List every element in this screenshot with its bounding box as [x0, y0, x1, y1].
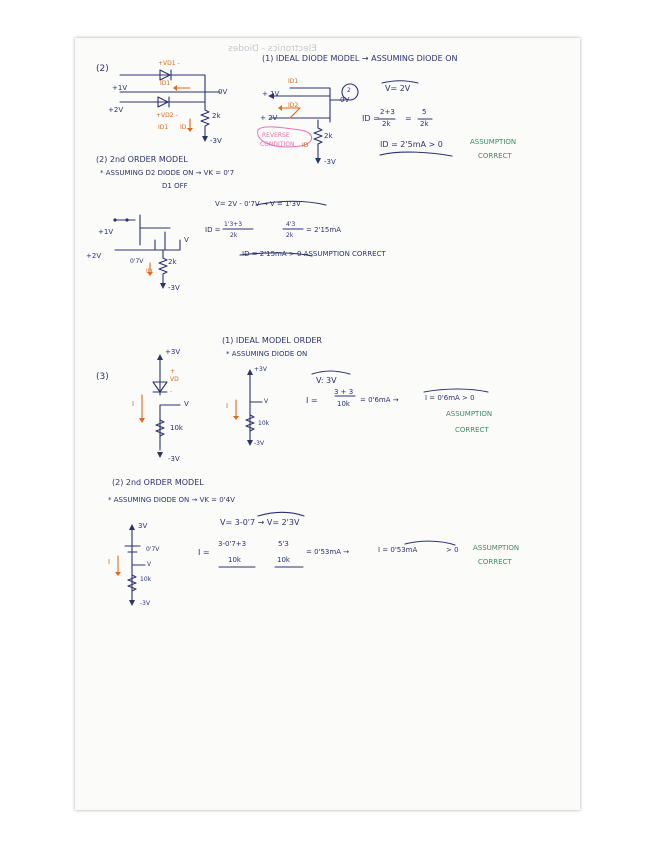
p2-ideal-neg: -3V — [324, 158, 336, 166]
p2-second-vk: 0'7V — [130, 258, 144, 265]
p2-ideal-frac2-num: 5 — [422, 108, 427, 116]
p2-ideal-v1: + 1V — [262, 90, 280, 98]
p2-ideal-id1: ID1 — [288, 78, 299, 85]
p3-second-title: (2) 2nd ORDER MODEL — [112, 478, 204, 487]
p2-second-result: ID = 2'15mA > 0 ASSUMPTION CORRECT — [242, 250, 386, 258]
p3-second-frac2-den: 10k — [277, 556, 290, 564]
p3-ideal-check2: CORRECT — [455, 426, 489, 434]
p3-v: V — [184, 400, 189, 408]
p3-second-r: 10k — [140, 576, 152, 583]
p2-second-neg: -3V — [168, 284, 180, 292]
p2-second-r: 2k — [168, 258, 177, 266]
p3-second-check2: CORRECT — [478, 558, 512, 566]
p2-ideal-eq: = — [405, 114, 412, 123]
p3-ideal-v-result: V: 3V — [316, 376, 337, 385]
p3-ideal-i-lhs: I = — [306, 396, 318, 405]
p2-ideal-v: V= 2V — [385, 84, 411, 93]
p3-minus: - — [170, 388, 173, 395]
p3-ideal-i: I — [226, 402, 229, 410]
p3-second-i-lhs: I = — [198, 548, 210, 557]
p3-second-i: I — [108, 558, 111, 566]
p3-second-vk: 0'7V — [146, 546, 160, 553]
p2-second-id: ID — [146, 268, 153, 275]
p3-r: 10k — [170, 424, 183, 432]
p2-ideal-check2: CORRECT — [478, 152, 512, 160]
id1-label-b: ID1 — [158, 124, 169, 131]
p2-second-title: (2) 2nd ORDER MODEL — [96, 155, 188, 164]
p3-ideal-r: 10k — [258, 420, 270, 427]
p3-ideal-result: I = 0'6mA > 0 — [425, 394, 475, 402]
bleed-through-heading: Electronics - Diodes — [228, 44, 317, 54]
p3-ideal-val: = 0'6mA → — [360, 396, 399, 404]
vd1-label: +VD1 - — [158, 60, 180, 67]
p3-top: +3V — [165, 348, 181, 356]
p2-second-frac2-den: 2k — [286, 232, 294, 239]
p2-second-id-val: = 2'15mA — [306, 226, 341, 234]
problem-3-number: (3) — [96, 372, 109, 382]
p3-second-assume: * ASSUMING DIODE ON → VK = 0'4V — [108, 496, 235, 504]
p2-second-assume: * ASSUMING D2 DIODE ON → VK = 0'7 — [100, 169, 235, 177]
p2-ideal-zero: 0V — [340, 96, 350, 104]
p3-ideal-assume: * ASSUMING DIODE ON — [226, 350, 308, 358]
p2-ideal-frac2-den: 2k — [420, 120, 429, 128]
p2-ideal-circle-num: 2 — [347, 87, 351, 94]
p3-second-neg: -3V — [140, 600, 151, 607]
p2-second-v-line: V= 2V - 0'7V → V = 1'3V — [215, 200, 301, 208]
p3-i: I — [132, 400, 135, 408]
v2-label: +2V — [108, 106, 124, 114]
p3-second-frac1-den: 10k — [228, 556, 241, 564]
p3-second-frac1-num: 3-0'7+3 — [218, 540, 247, 548]
p2-ideal-id: ID — [302, 142, 309, 149]
p2-ideal-id-lhs: ID = — [362, 114, 380, 123]
p3-second-top: 3V — [138, 522, 148, 530]
p3-ideal-frac-den: 10k — [337, 400, 350, 408]
p2-ideal-frac1-den: 2k — [382, 120, 391, 128]
p2-second-frac1-den: 2k — [230, 232, 238, 239]
p3-ideal-neg: -3V — [254, 440, 265, 447]
condition-label: CONDITION — [260, 141, 295, 148]
v1-label: +1V — [112, 84, 128, 92]
p3-second-v: V — [147, 561, 152, 568]
p2-second-v1: +1V — [98, 228, 114, 236]
p3-second-v-line: V= 3-0'7 → V= 2'3V — [220, 518, 300, 527]
problem-2-number: (2) — [96, 64, 109, 74]
p2-ideal-result: ID = 2'5mA > 0 — [380, 140, 443, 149]
p2-second-frac1-num: 1'3+3 — [224, 221, 243, 228]
p2-second-v2: +2V — [86, 252, 102, 260]
p3-second-frac2-num: 5'3 — [278, 540, 289, 548]
p3-second-val: = 0'53mA → — [306, 548, 350, 556]
p2-ideal-frac1-num: 2+3 — [380, 108, 395, 116]
neg-label: -3V — [210, 137, 222, 145]
p3-ideal-title: (1) IDEAL MODEL ORDER — [222, 336, 322, 345]
id1-label: ID1 — [160, 80, 171, 87]
id-label: ID — [180, 124, 187, 131]
p3-ideal-frac-num: 3 + 3 — [334, 388, 354, 396]
p3-second-result: I = 0'53mA — [378, 546, 418, 554]
p2-ideal-id2: ID2 — [288, 102, 299, 109]
vd2-label: +VD2 - — [156, 112, 178, 119]
p3-ideal-top: +3V — [254, 366, 267, 373]
r-label: 2k — [212, 112, 221, 120]
p3-second-check1: ASSUMPTION — [473, 544, 520, 552]
p3-second-gt: > 0 — [446, 546, 459, 554]
p3-vd: VD — [170, 376, 179, 383]
p3-ideal-v: V — [264, 398, 269, 405]
reverse-label: REVERSE — [262, 132, 290, 139]
p2-ideal-title: (1) IDEAL DIODE MODEL → ASSUMING DIODE ON — [262, 54, 458, 63]
p2-ideal-check1: ASSUMPTION — [470, 138, 517, 146]
p2-ideal-r: 2k — [324, 132, 333, 140]
p2-second-v: V — [184, 236, 189, 244]
p2-second-circuit — [113, 215, 180, 289]
p2-second-frac2-num: 4'3 — [286, 221, 296, 228]
p2-second-id-lhs: ID = — [205, 226, 221, 234]
zero-label: 0V — [218, 88, 228, 96]
p3-neg: -3V — [168, 455, 180, 463]
p3-ideal-check1: ASSUMPTION — [446, 410, 493, 418]
p2-ideal-v2: + 2V — [260, 114, 278, 122]
p2-second-d1off: D1 OFF — [162, 182, 188, 190]
p3-plus: + — [170, 368, 176, 375]
